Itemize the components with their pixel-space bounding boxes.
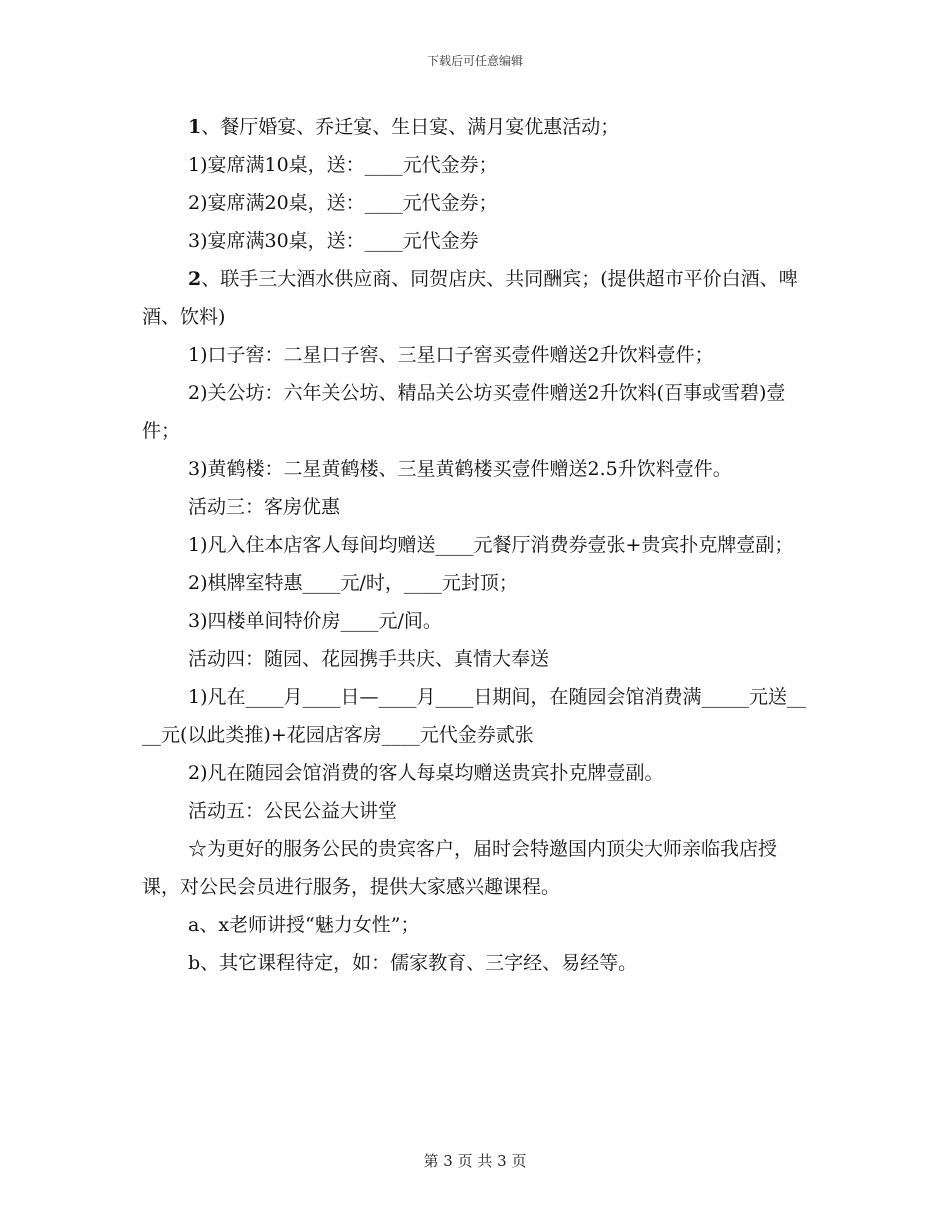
page-header: 下载后可任意编辑 bbox=[426, 54, 523, 68]
section-heading: 活动四：随园、花园携手共庆、真情大奉送 bbox=[188, 648, 550, 670]
section-heading: 活动三：客房优惠 bbox=[188, 496, 341, 518]
paragraph: 3)黄鹤楼：二星黄鹤楼、三星黄鹤楼买壹件赠送2.5升饮料壹件。 bbox=[188, 458, 732, 480]
paragraph: ☆为更好的服务公民的贵宾客户，届时会特邀国内顶尖大师亲临我店授课，对公民会员进行服务，提供大家感兴趣课程。 bbox=[142, 838, 778, 898]
paragraph: 2)关公坊：六年关公坊、精品关公坊买壹件赠送2升饮料(百事或雪碧)壹件； bbox=[142, 382, 786, 442]
paragraph: 3)四楼单间特价房____元/间。 bbox=[188, 610, 442, 632]
paragraph: 1)口子窖：二星口子窖、三星口子窖买壹件赠送2升饮料壹件； bbox=[188, 344, 714, 366]
paragraph-text: 、联手三大酒水供应商、同贺店庆、共同酬宾；(提供超市平价白酒、啤酒、饮料) bbox=[142, 268, 798, 328]
paragraph: 1)凡入住本店客人每间均赠送____元餐厅消费券壹张+贵宾扑克牌壹副； bbox=[188, 534, 794, 556]
paragraph: 3)宴席满30桌，送：____元代金券 bbox=[188, 230, 479, 252]
paragraph: 2)棋牌室特惠____元/时，____元封顶； bbox=[188, 572, 518, 594]
paragraph: a、x老师讲授“魅力女性”； bbox=[188, 914, 420, 936]
paragraph bbox=[142, 108, 812, 146]
section-heading: 活动五：公民公益大讲堂 bbox=[188, 800, 398, 822]
paragraph-number: 1 bbox=[188, 116, 202, 138]
paragraph-text: 、餐厅婚宴、乔迁宴、生日宴、满月宴优惠活动； bbox=[201, 116, 620, 138]
paragraph-number: 2 bbox=[188, 268, 202, 290]
paragraph: 1)凡在____月____日—____月____日期间，在随园会馆消费满_____元送____元(以此类推)+花园店客房____元代金券贰张 bbox=[142, 686, 807, 746]
document-body bbox=[142, 108, 812, 982]
paragraph bbox=[142, 260, 812, 336]
paragraph: 2)宴席满20桌，送：____元代金券； bbox=[188, 192, 498, 214]
page-footer: 第 3 页 共 3 页 bbox=[423, 1152, 527, 1170]
paragraph: 1)宴席满10桌，送：____元代金券； bbox=[188, 154, 498, 176]
paragraph: b、其它课程待定，如：儒家教育、三字经、易经等。 bbox=[188, 952, 638, 974]
paragraph: 2)凡在随园会馆消费的客人每桌均赠送贵宾扑克牌壹副。 bbox=[188, 762, 664, 784]
